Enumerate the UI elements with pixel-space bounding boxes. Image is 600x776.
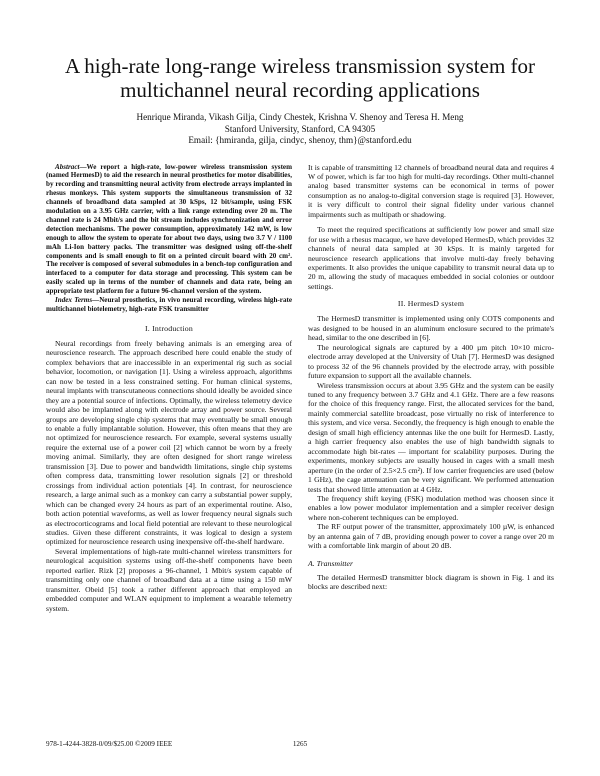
transmitter-paragraph-1: The detailed HermesD transmitter block diagram is shown in Fig. 1 and its blocks are described next:: [308, 572, 554, 592]
right-column: [308, 163, 554, 614]
abstract-text: —We report a high-rate, low-power wireless transmission system (named HermesD) to aid the research in neural prosthetics for motor disabilities, by recording and transmitting neural activity from electrode arrays implanted in rhesus monkeys. This system supports the simultaneous transmission of 32 channels of broadband data sampled at 30 kSps, 12 bit/sample, using FSK modulation on a 3.95 GHz carrier, with a link range extending over 20 m. The channel rate is 24 Mbit/s and the bit stream includes synchronization and error detection mechanisms. The power consumption, approximately 142 mW, is low enough to allow the system to operate for about two days, using two 3.7 V / 1100 mAh Li-Ion battery packs. The transmitter was designed using off-the-shelf components and is small enough to fit on a printed circuit board with 20 cm². The receiver is composed of several submodules in a bench-top configuration and interfaced to a computer for data storage and processing. This system can be easily scaled up in terms of the number of channels and data rate, being an appropriate test platform for a future 96-channel version of the system.: [46, 162, 292, 296]
author-email: Email: {hmiranda, gilja, cindyc, shenoy, thm}@stanford.edu: [188, 135, 412, 145]
system-paragraph-1: The HermesD transmitter is implemented using only COTS components and was designed to be housed in an aluminum enclosure secured to the primate's head, similar to the one described in [6].: [308, 314, 554, 343]
affiliation: Stanford University, Stanford, CA 94305: [224, 123, 376, 134]
system-paragraph-2: The neurological signals are captured by a 400 µm pitch 10×10 micro-electrode array developed at the University of Utah [7]. HermesD was designed to process 32 of the 96 channels provided by the electrode array, with possible future expansion to support all the available channels.: [308, 342, 554, 381]
two-column-body: [46, 163, 554, 614]
abstract-label: Abstract: [55, 162, 80, 171]
section-heading-system: II. HermesD system: [397, 299, 465, 309]
intro-paragraph-3: It is capable of transmitting 12 channels of broadband neural data and requires 4 W of power, which is far too high for multi-day recordings. Other multi-channel analog based transmitter systems can be economical in terms of power consumption as no analog-to-digital conversion stage is required [3]. However, it is very difficult to control their signal fidelity under various channel impairments such as multipath or shadowing.: [308, 162, 554, 219]
author-list: Henrique Miranda, Vikash Gilja, Cindy Chestek, Krishna V. Shenoy and Teresa H. Meng: [136, 112, 464, 122]
system-paragraph-3: Wireless transmission occurs at about 3.95 GHz and the system can be easily tuned to any frequency between 3.7 GHz and 4.1 GHz. There are a few reasons for the choice of this frequency range. First, the allocated services for the band, mainly commercial satellite broadcast, pose virtually no risk of interference to this system, and vice versa. Secondly, the frequency is high enough to enable the design of small high efficiency antennas like the one built for HermesD. Lastly, a high carrier frequency also enables the use of high bandwidth signals to accommodate high bit-rates — important for scalability purposes. During the experiments, monkey subjects are usually housed in cages with a small mesh aperture (in the order of 2.5×2.5 cm²). If low carrier frequencies are used (below 1 GHz), the cage attenuation can be very significant. We performed attenuation tests that showed little attenuation at 4 GHz.: [308, 380, 554, 494]
index-terms: [46, 296, 292, 314]
paper-title: A high-rate long-range wireless transmission system for multichannel neural recording applications: [64, 54, 536, 102]
intro-paragraph-4: To meet the required specifications at sufficiently low power and small size for use with a rhesus macaque, we have developed HermesD, which provides 32 channels of neural data sampled at 30 kSps. It is mainly targeted for neuroscience research applications that involve multi-day freely behaving experiments. It also provides the unique capability to transmit neural data up to 20 m, allowing the study of macaques embedded in social colonies or outdoor settings.: [308, 225, 554, 291]
abstract: [46, 163, 292, 297]
intro-paragraph-2: Several implementations of high-rate multi-channel wireless transmitters for neurological acquisition systems using off-the-shelf components have been reported earlier. Rizk [2] proposes a 96-channel, 1 Mbit/s system capable of transmitting only one channel of broadband data at a time using a 150 mW transmitter. Obeid [5] took a rather different approach that employed an embedded computer and WLAN equipment to implement a wearable telemetry system.: [46, 546, 292, 613]
page-number: 1265: [292, 740, 308, 748]
index-terms-label: Index Terms: [55, 296, 93, 305]
subsection-heading-transmitter: A. Transmitter: [308, 558, 354, 568]
section-heading-introduction: I. Introduction: [144, 323, 194, 333]
intro-paragraph-1: Neural recordings from freely behaving animals is an emerging area of neuroscience research. The approach described here could enable the study of complex behaviors that are inaccessible in an experimental rig such as social behavior, locomotion, or navigation [1]. Using a wireless approach, algorithms can now be tested in a less constrained setting. For human clinical systems, neural implants with transcutaneous connections should ideally be avoided since they are a potential source of infections. Optimally, the wireless telemetry device would also be implanted along with electrode array and power source. Several groups are developing single chip systems that may eventually be small enough to enable a fully implantable solution. However, this often means that they are not optimized for neuroscience research. For example, several systems usually require the external use of a power coil [2] which cannot be worn by a freely moving animal. Similarly, they are often designed for short range wireless transmission [3]. Due to power and bandwidth limitations, single chip systems often compress data, transmitting lower resolution signals [2] or threshold crossings from individual action potentials [4]. In contrast, for neuroscience research, a large animal such as a monkey can carry a substantial power supply, which can be changed every 24 hours as part of an experimental routine. Also, both action potential waveforms, as well as lower frequency neural signals such as electrocorticograms and local field potential are relevant to these neurological studies. Given these different constraints, it was logical to design a system optimized for neuroscience research using inexpensive off-the-shelf hardware.: [46, 338, 293, 547]
system-paragraph-4: The frequency shift keying (FSK) modulation method was choosen since it enables a low power modulator implementation and a simpler receiver design where non-coherent techniques can be employed.: [308, 494, 554, 522]
footer-isbn: 978-1-4244-3828-0/09/$25.00 ©2009 IEEE: [46, 740, 173, 748]
index-terms-text: —Neural prosthetics, in vivo neural recording, wireless high-rate multichannel biotelemetry, high-rate FSK transmitter: [46, 296, 292, 313]
left-column: [46, 163, 292, 614]
system-paragraph-5: The RF output power of the transmitter, approximately 100 µW, is enhanced by an antenna gain of 7 dB, providing enough power to cover a range over 20 m with a comfortable link margin of about 20 dB.: [308, 522, 554, 551]
